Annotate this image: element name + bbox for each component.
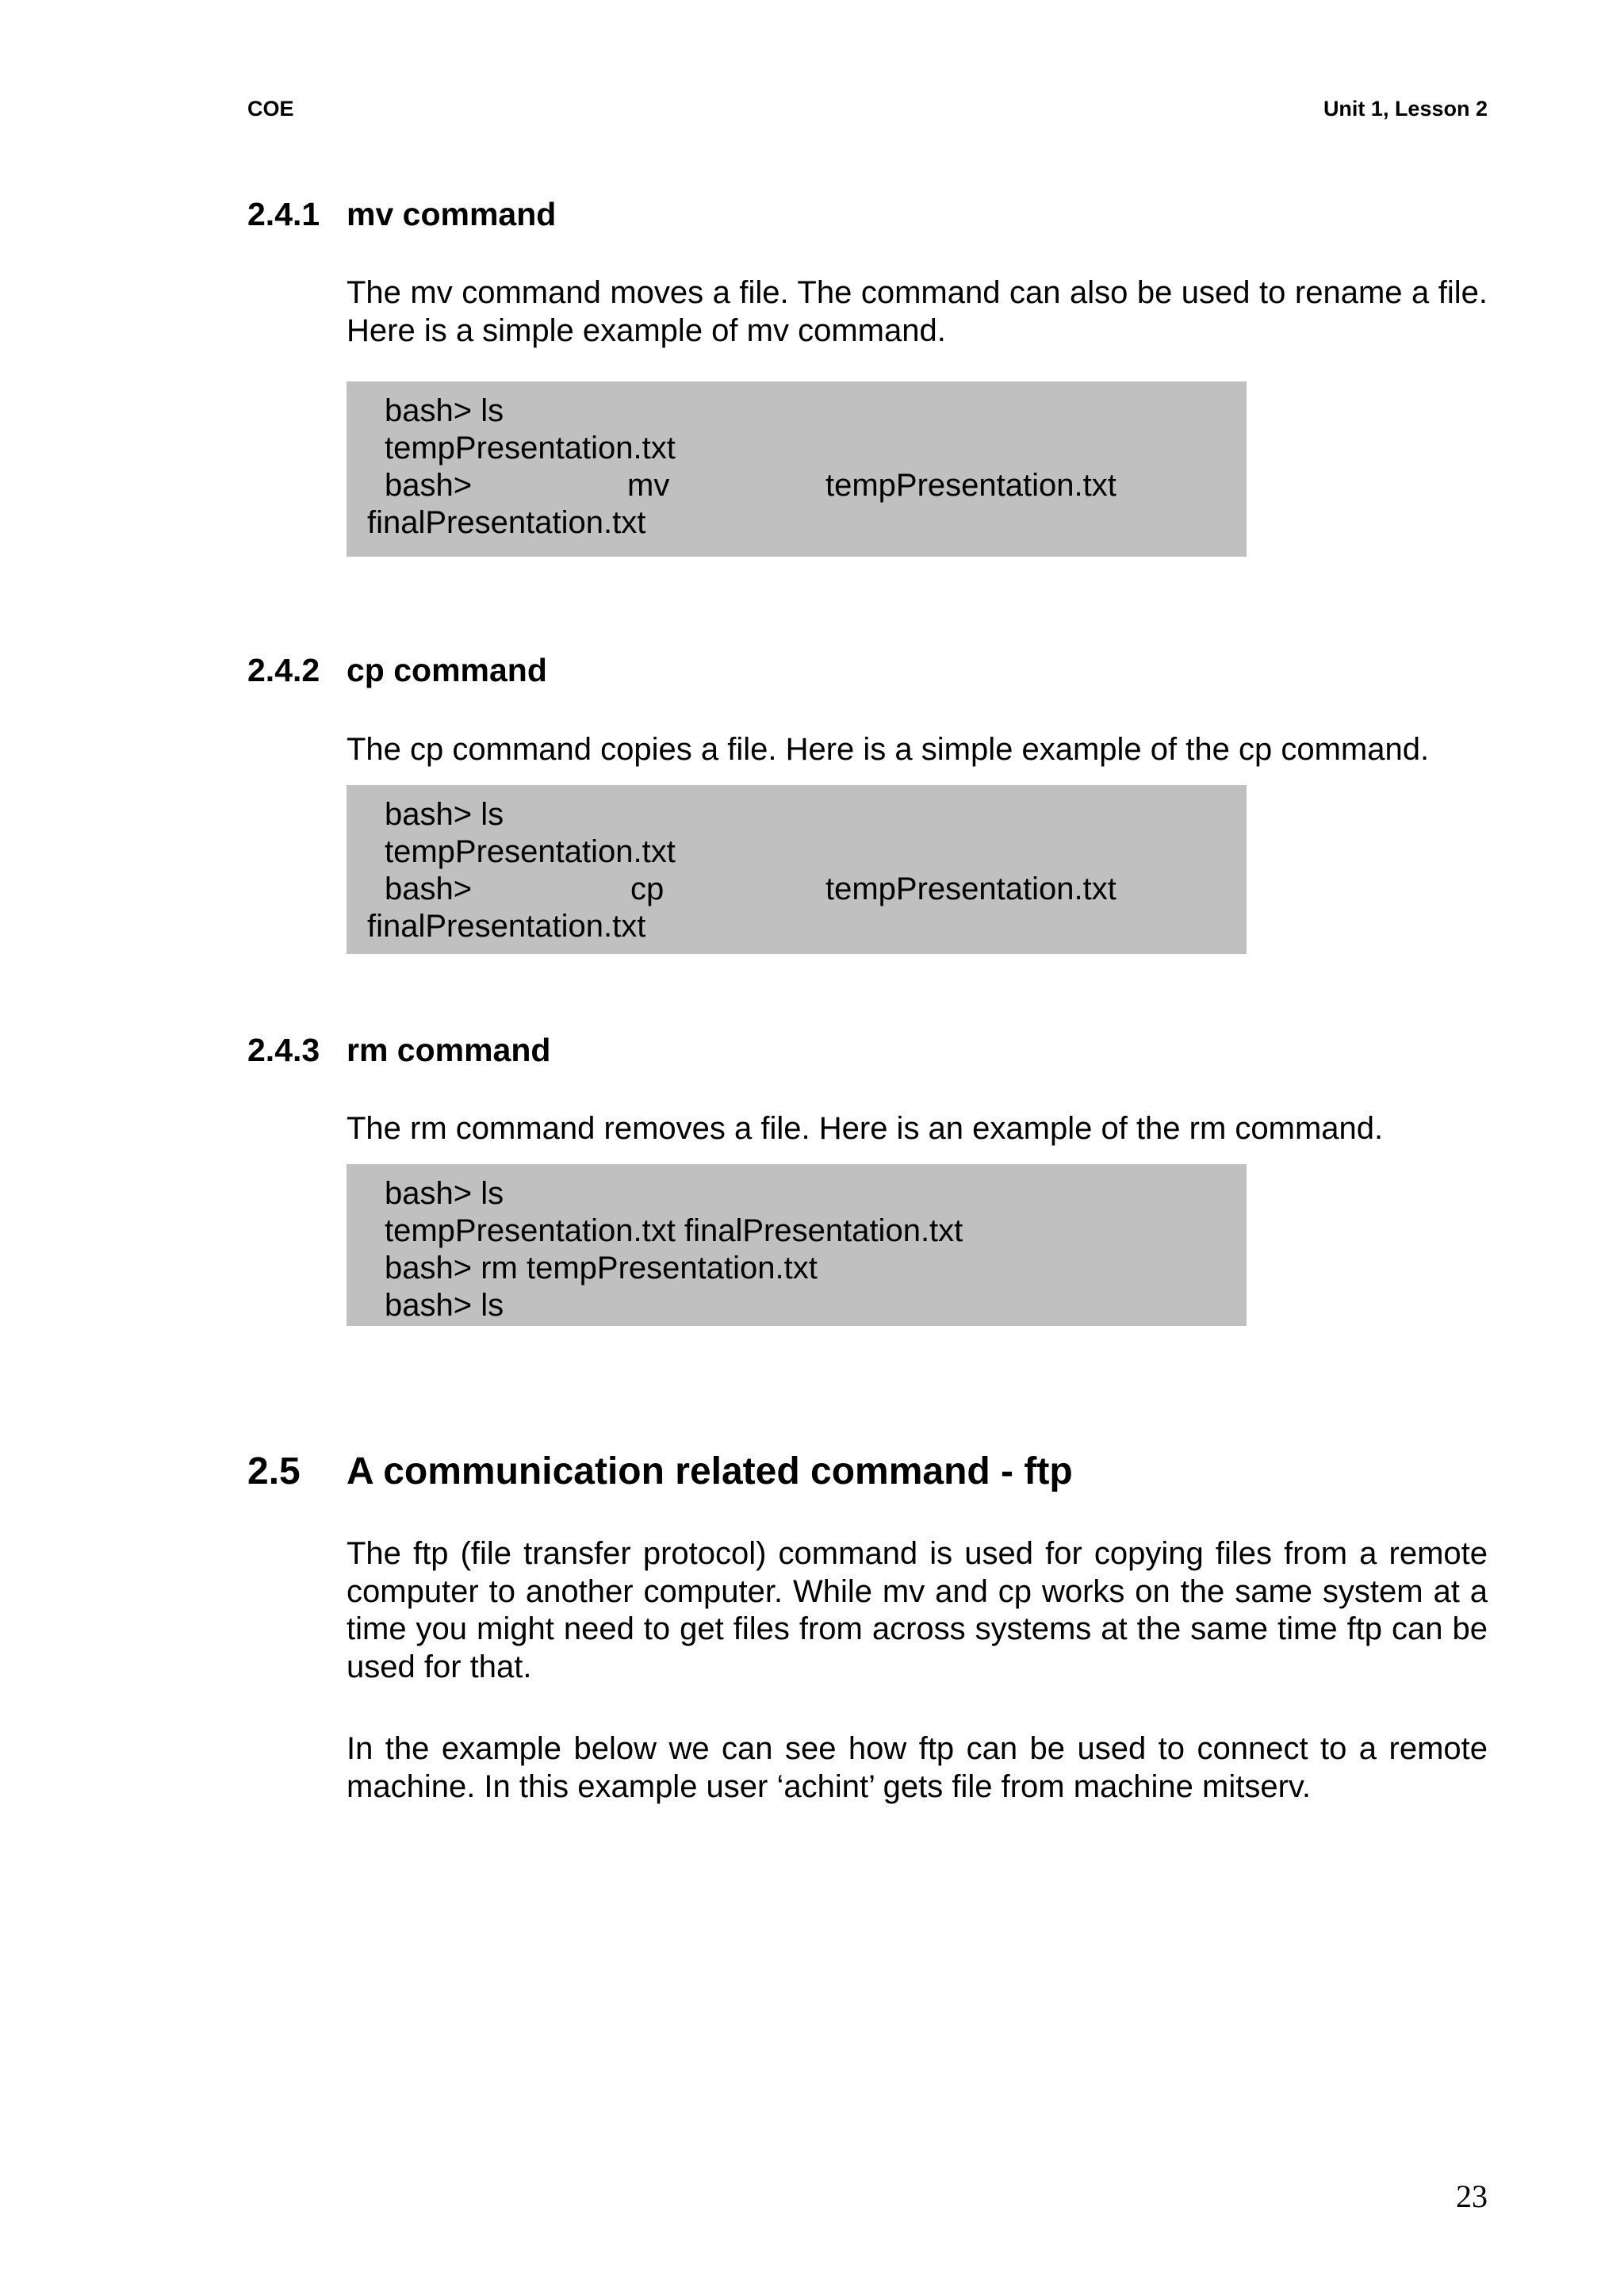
code-command: mv <box>627 468 670 503</box>
code-block-mv <box>347 381 1247 557</box>
code-line: tempPresentation.txt <box>385 431 676 466</box>
section-title: cp command <box>347 652 547 688</box>
section-number: 2.4.2 <box>247 652 320 688</box>
code-line: bash> ls <box>385 1176 504 1211</box>
section-number: 2.4.1 <box>247 196 320 232</box>
section-title: mv command <box>347 196 557 232</box>
code-line: bash> ls <box>385 797 504 832</box>
page-number: 23 <box>1456 2178 1488 2214</box>
paragraph-mv: The mv command moves a file. The command can also be used to rename a file. Here is a simple example of mv command. <box>347 275 1488 348</box>
section-title: rm command <box>347 1032 551 1068</box>
header-right: Unit 1, Lesson 2 <box>1323 97 1488 121</box>
code-argument: tempPresentation.txt <box>825 468 1116 503</box>
header-left: COE <box>247 97 294 121</box>
code-argument: tempPresentation.txt <box>825 872 1116 906</box>
code-line: finalPresentation.txt <box>367 505 646 540</box>
paragraph-cp: The cp command copies a file. Here is a simple example of the cp command. <box>347 732 1430 767</box>
code-line: bash> ls <box>385 1288 504 1323</box>
code-line: tempPresentation.txt <box>385 834 676 869</box>
code-line: finalPresentation.txt <box>367 909 646 944</box>
code-line: bash> ls <box>385 393 504 428</box>
paragraph-rm: The rm command removes a file. Here is an example of the rm command. <box>347 1111 1384 1146</box>
section-title: A communication related command - ftp <box>347 1450 1073 1492</box>
code-line: bash> rm tempPresentation.txt <box>385 1251 818 1285</box>
section-number: 2.4.3 <box>247 1032 320 1068</box>
code-command: cp <box>630 872 665 906</box>
code-line: tempPresentation.txt finalPresentation.txt <box>385 1213 963 1248</box>
code-prompt: bash> <box>385 872 473 906</box>
section-number: 2.5 <box>247 1450 301 1492</box>
code-block-rm <box>347 1164 1247 1326</box>
paragraph-ftp-2: In the example below we can see how ftp can be used to connect to a remote machine. In this example user ‘achint’ gets file from machine mitserv. <box>347 1731 1488 1804</box>
code-block-cp <box>347 785 1247 954</box>
code-prompt: bash> <box>385 468 473 503</box>
paragraph-ftp-1: The ftp (file transfer protocol) command is used for copying files from a remote computer to another computer. While mv and cp works on the same system at a time you might need to get files from across systems at the same time ftp can be used for that. <box>347 1536 1488 1684</box>
